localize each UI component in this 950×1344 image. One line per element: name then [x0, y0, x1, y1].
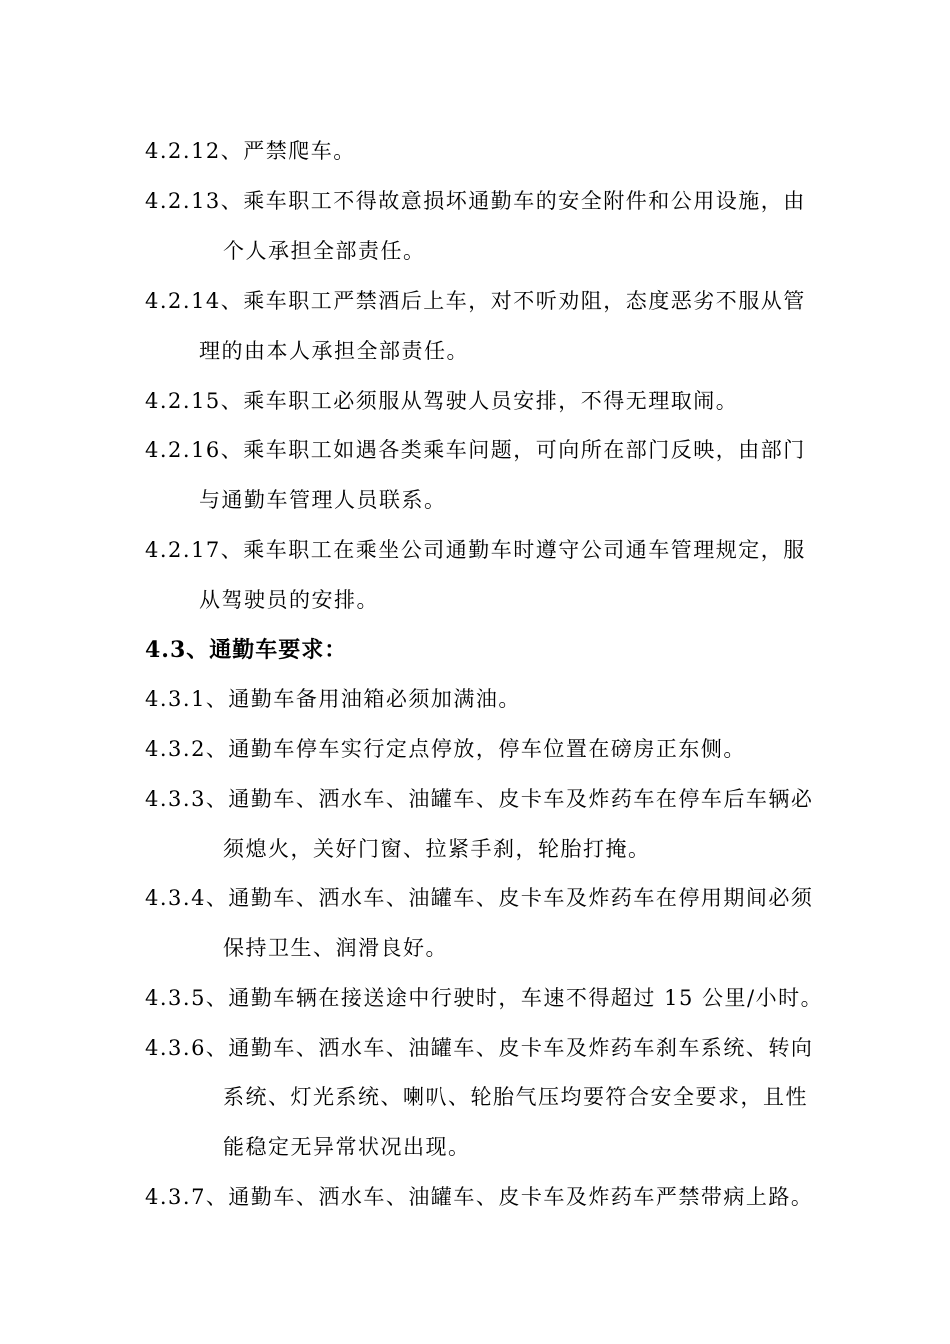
clause-4-2-16-line1: 4.2.16、乘车职工如遇各类乘车问题，可向所在部门反映，由部门: [145, 438, 806, 462]
section-heading-4-3: 4.3、通勤车要求：: [145, 637, 348, 663]
clause-4-3-3-line1: 4.3.3、通勤车、洒水车、油罐车、皮卡车及炸药车在停车后车辆必: [145, 787, 814, 811]
clause-4-3-4-line1: 4.3.4、通勤车、洒水车、油罐车、皮卡车及炸药车在停用期间必须: [145, 886, 814, 910]
clause-4-2-15: 4.2.15、乘车职工必须服从驾驶人员安排，不得无理取闹。: [145, 389, 739, 413]
clause-4-2-16-line2: 与通勤车管理人员联系。: [199, 488, 447, 512]
clause-4-3-7: 4.3.7、通勤车、洒水车、油罐车、皮卡车及炸药车严禁带病上路。: [145, 1185, 814, 1209]
clause-4-3-6-line2: 系统、灯光系统、喇叭、轮胎气压均要符合安全要求，且性: [223, 1085, 808, 1109]
clause-4-3-2: 4.3.2、通勤车停车实行定点停放，停车位置在磅房正东侧。: [145, 737, 746, 761]
clause-4-2-17-line1: 4.2.17、乘车职工在乘坐公司通勤车时遵守公司通车管理规定，服: [145, 538, 806, 562]
clause-4-2-14-line1: 4.2.14、乘车职工严禁酒后上车，对不听劝阻，态度恶劣不服从管: [145, 289, 806, 313]
clause-4-3-4-line2: 保持卫生、润滑良好。: [223, 936, 448, 960]
clause-4-2-14-line2: 理的由本人承担全部责任。: [199, 339, 469, 363]
clause-4-3-1: 4.3.1、通勤车备用油箱必须加满油。: [145, 687, 521, 711]
clause-4-2-17-line2: 从驾驶员的安排。: [199, 588, 379, 612]
clause-4-2-13-line2: 个人承担全部责任。: [223, 239, 426, 263]
clause-4-3-6-line3: 能稳定无异常状况出现。: [223, 1135, 471, 1159]
clause-4-3-6-line1: 4.3.6、通勤车、洒水车、油罐车、皮卡车及炸药车刹车系统、转向: [145, 1036, 814, 1060]
clause-4-2-13-line1: 4.2.13、乘车职工不得故意损坏通勤车的安全附件和公用设施，由: [145, 189, 806, 213]
clause-4-3-5: 4.3.5、通勤车辆在接送途中行驶时，车速不得超过 15 公里/小时。: [145, 986, 824, 1010]
clause-4-3-3-line2: 须熄火，关好门窗、拉紧手刹，轮胎打掩。: [223, 837, 651, 861]
clause-4-2-12: 4.2.12、严禁爬车。: [145, 139, 356, 163]
